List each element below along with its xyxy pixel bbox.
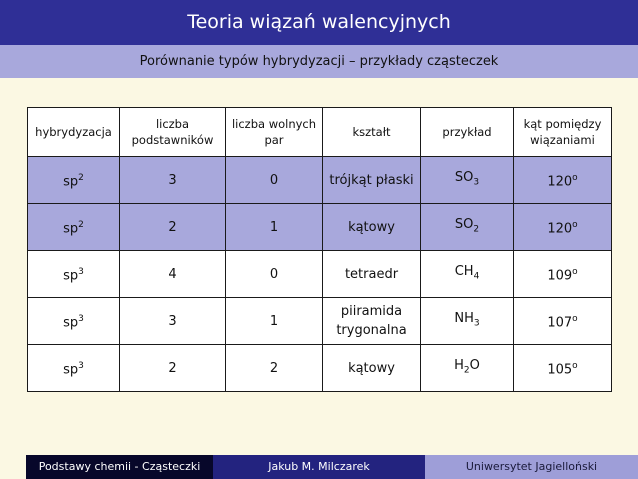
- slide-content: [0, 78, 638, 455]
- cell-hybrydyzacja: $sp^3$: [28, 298, 120, 345]
- cell-hybrydyzacja: $sp^2$: [28, 204, 120, 251]
- footer-institution: Uniwersytet Jagielloński: [425, 455, 638, 479]
- cell-ksztalt: kątowy: [323, 345, 421, 392]
- footer-author: Jakub M. Milczarek: [213, 455, 425, 479]
- cell-kat: 107$^o$: [514, 298, 612, 345]
- table-row: [28, 204, 612, 251]
- cell-wolne-pary: 1: [226, 204, 323, 251]
- cell-podstawniki: 3: [120, 298, 226, 345]
- footer: [26, 455, 638, 479]
- table-header-row: [28, 108, 612, 157]
- hybridization-table: [27, 107, 612, 392]
- cell-ksztalt: tetraedr: [323, 251, 421, 298]
- cell-podstawniki: 2: [120, 345, 226, 392]
- cell-kat: 105$^o$: [514, 345, 612, 392]
- table-row: [28, 345, 612, 392]
- cell-wolne-pary: 0: [226, 251, 323, 298]
- slide-title: Teoria wiązań walencyjnych: [0, 0, 638, 45]
- table-row: [28, 298, 612, 345]
- cell-kat: 120$^o$: [514, 204, 612, 251]
- cell-przyklad: $SO_3$: [421, 157, 514, 204]
- cell-ksztalt: piiramida trygonalna: [323, 298, 421, 345]
- header-kat: kąt pomiędzy wiązaniami: [514, 108, 612, 157]
- cell-podstawniki: 2: [120, 204, 226, 251]
- header-liczba-wolnych-par: liczba wolnych par: [226, 108, 323, 157]
- cell-wolne-pary: 1: [226, 298, 323, 345]
- cell-hybrydyzacja: $sp^3$: [28, 345, 120, 392]
- header-ksztalt: kształt: [323, 108, 421, 157]
- cell-przyklad: $NH_3$: [421, 298, 514, 345]
- cell-wolne-pary: 0: [226, 157, 323, 204]
- header-hybrydyzacja: hybrydyzacja: [28, 108, 120, 157]
- cell-przyklad: $SO_2$: [421, 204, 514, 251]
- cell-przyklad: $CH_4$: [421, 251, 514, 298]
- header-liczba-podstawnikow: liczba podstawników: [120, 108, 226, 157]
- footer-margin: [0, 455, 26, 479]
- header-przyklad: przykład: [421, 108, 514, 157]
- table-row: [28, 157, 612, 204]
- cell-kat: 109$^o$: [514, 251, 612, 298]
- cell-ksztalt: trójkąt płaski: [323, 157, 421, 204]
- cell-przyklad: $H_2O$: [421, 345, 514, 392]
- cell-ksztalt: kątowy: [323, 204, 421, 251]
- cell-hybrydyzacja: $sp^3$: [28, 251, 120, 298]
- cell-hybrydyzacja: $sp^2$: [28, 157, 120, 204]
- table-row: [28, 251, 612, 298]
- footer-course: Podstawy chemii - Cząsteczki: [26, 455, 213, 479]
- slide-subtitle: Porównanie typów hybrydyzacji – przykłady cząsteczek: [0, 45, 638, 78]
- cell-wolne-pary: 2: [226, 345, 323, 392]
- cell-podstawniki: 4: [120, 251, 226, 298]
- cell-podstawniki: 3: [120, 157, 226, 204]
- cell-kat: 120$^o$: [514, 157, 612, 204]
